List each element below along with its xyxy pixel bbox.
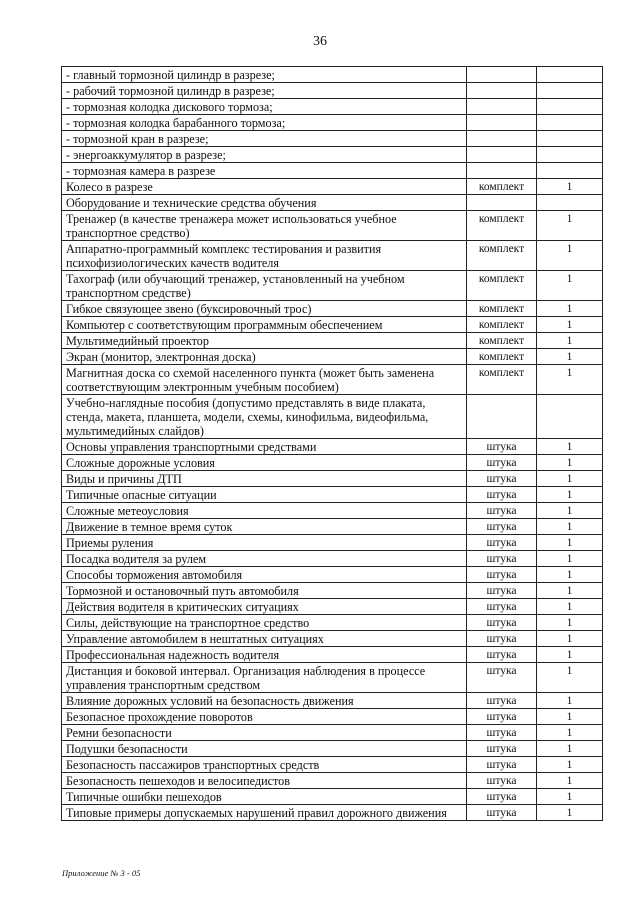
unit-cell: штука (467, 439, 537, 455)
item-name-cell: - тормозная камера в разрезе (62, 163, 467, 179)
unit-cell: комплект (467, 349, 537, 365)
quantity-cell: 1 (537, 271, 603, 301)
quantity-cell (537, 195, 603, 211)
unit-cell: штука (467, 805, 537, 821)
quantity-cell (537, 395, 603, 439)
item-name-cell: Тренажер (в качестве тренажера может использоваться учебное транспортное средство) (62, 211, 467, 241)
table-row (62, 115, 603, 131)
table-row (62, 395, 603, 439)
table-row (62, 631, 603, 647)
item-name-cell: Тормозной и остановочный путь автомобиля (62, 583, 467, 599)
item-name-cell: Экран (монитор, электронная доска) (62, 349, 467, 365)
quantity-cell: 1 (537, 583, 603, 599)
unit-cell: штука (467, 757, 537, 773)
table-row (62, 67, 603, 83)
table-row (62, 131, 603, 147)
unit-cell: комплект (467, 301, 537, 317)
table-row (62, 471, 603, 487)
quantity-cell: 1 (537, 567, 603, 583)
quantity-cell: 1 (537, 241, 603, 271)
table-row (62, 741, 603, 757)
unit-cell: штука (467, 471, 537, 487)
item-name-cell: Посадка водителя за рулем (62, 551, 467, 567)
quantity-cell: 1 (537, 709, 603, 725)
item-name-cell: Типичные ошибки пешеходов (62, 789, 467, 805)
unit-cell: штука (467, 789, 537, 805)
item-name-cell: Безопасность пассажиров транспортных средств (62, 757, 467, 773)
unit-cell (467, 115, 537, 131)
unit-cell (467, 131, 537, 147)
item-name-cell: Сложные дорожные условия (62, 455, 467, 471)
quantity-cell: 1 (537, 519, 603, 535)
unit-cell: штука (467, 455, 537, 471)
quantity-cell: 1 (537, 211, 603, 241)
unit-cell: штука (467, 741, 537, 757)
unit-cell: штука (467, 551, 537, 567)
unit-cell: штука (467, 583, 537, 599)
item-name-cell: Силы, действующие на транспортное средство (62, 615, 467, 631)
quantity-cell: 1 (537, 349, 603, 365)
quantity-cell: 1 (537, 789, 603, 805)
quantity-cell: 1 (537, 773, 603, 789)
item-name-cell: - тормозная колодка барабанного тормоза; (62, 115, 467, 131)
unit-cell: штука (467, 725, 537, 741)
table-row (62, 503, 603, 519)
table-row (62, 535, 603, 551)
unit-cell: штука (467, 599, 537, 615)
unit-cell: штука (467, 647, 537, 663)
table-row (62, 789, 603, 805)
quantity-cell (537, 83, 603, 99)
table-row (62, 241, 603, 271)
table-row (62, 195, 603, 211)
table-row (62, 551, 603, 567)
unit-cell: штука (467, 693, 537, 709)
item-name-cell: Гибкое связующее звено (буксировочный трос) (62, 301, 467, 317)
table-row (62, 147, 603, 163)
quantity-cell: 1 (537, 631, 603, 647)
table-row (62, 805, 603, 821)
unit-cell (467, 195, 537, 211)
item-name-cell: Магнитная доска со схемой населенного пункта (может быть заменена соответствующим электронным учебным пособием) (62, 365, 467, 395)
item-name-cell: - тормозная колодка дискового тормоза; (62, 99, 467, 115)
unit-cell: комплект (467, 241, 537, 271)
quantity-cell: 1 (537, 647, 603, 663)
table-row (62, 99, 603, 115)
unit-cell (467, 147, 537, 163)
table-row (62, 163, 603, 179)
quantity-cell: 1 (537, 439, 603, 455)
quantity-cell: 1 (537, 317, 603, 333)
table-row (62, 455, 603, 471)
table-row (62, 709, 603, 725)
quantity-cell (537, 99, 603, 115)
quantity-cell (537, 147, 603, 163)
unit-cell: комплект (467, 365, 537, 395)
item-name-cell: Сложные метеоусловия (62, 503, 467, 519)
table-row (62, 301, 603, 317)
quantity-cell: 1 (537, 615, 603, 631)
quantity-cell: 1 (537, 551, 603, 567)
unit-cell: штука (467, 519, 537, 535)
item-name-cell: - энергоаккумулятор в разрезе; (62, 147, 467, 163)
table-row (62, 519, 603, 535)
equipment-table (61, 66, 603, 821)
quantity-cell (537, 131, 603, 147)
quantity-cell (537, 163, 603, 179)
table-row (62, 333, 603, 349)
unit-cell: штука (467, 503, 537, 519)
item-name-cell: - тормозной кран в разрезе; (62, 131, 467, 147)
quantity-cell: 1 (537, 757, 603, 773)
item-name-cell: Безопасность пешеходов и велосипедистов (62, 773, 467, 789)
unit-cell: комплект (467, 179, 537, 195)
table-row (62, 599, 603, 615)
item-name-cell: Безопасное прохождение поворотов (62, 709, 467, 725)
quantity-cell (537, 67, 603, 83)
item-name-cell: Приемы руления (62, 535, 467, 551)
quantity-cell: 1 (537, 365, 603, 395)
item-name-cell: Движение в темное время суток (62, 519, 467, 535)
quantity-cell: 1 (537, 693, 603, 709)
unit-cell: штука (467, 709, 537, 725)
quantity-cell: 1 (537, 741, 603, 757)
unit-cell (467, 83, 537, 99)
unit-cell (467, 395, 537, 439)
unit-cell: комплект (467, 271, 537, 301)
quantity-cell: 1 (537, 471, 603, 487)
table-row (62, 663, 603, 693)
table-row (62, 487, 603, 503)
quantity-cell: 1 (537, 725, 603, 741)
quantity-cell (537, 115, 603, 131)
table-row (62, 647, 603, 663)
item-name-cell: Дистанция и боковой интервал. Организация наблюдения в процессе управления транспортным средством (62, 663, 467, 693)
item-name-cell: Управление автомобилем в нештатных ситуациях (62, 631, 467, 647)
item-name-cell: Действия водителя в критических ситуациях (62, 599, 467, 615)
page-footer: Приложение № 3 - 05 (62, 868, 141, 878)
item-name-cell: - главный тормозной цилиндр в разрезе; (62, 67, 467, 83)
quantity-cell: 1 (537, 599, 603, 615)
item-name-cell: Оборудование и технические средства обучения (62, 195, 467, 211)
table-row (62, 271, 603, 301)
unit-cell: штука (467, 487, 537, 503)
item-name-cell: Колесо в разрезе (62, 179, 467, 195)
unit-cell: штука (467, 773, 537, 789)
quantity-cell: 1 (537, 487, 603, 503)
item-name-cell: Типовые примеры допускаемых нарушений правил дорожного движения (62, 805, 467, 821)
item-name-cell: Компьютер с соответствующим программным обеспечением (62, 317, 467, 333)
item-name-cell: Учебно-наглядные пособия (допустимо представлять в виде плаката, стенда, макета, планшета, модели, схемы, кинофильма, видеофильма, мультимедийных слайдов) (62, 395, 467, 439)
unit-cell: комплект (467, 211, 537, 241)
unit-cell (467, 67, 537, 83)
table-row (62, 83, 603, 99)
quantity-cell: 1 (537, 455, 603, 471)
item-name-cell: Тахограф (или обучающий тренажер, установленный на учебном транспортном средстве) (62, 271, 467, 301)
item-name-cell: Типичные опасные ситуации (62, 487, 467, 503)
unit-cell: штука (467, 663, 537, 693)
table-row (62, 349, 603, 365)
table-row (62, 365, 603, 395)
item-name-cell: Подушки безопасности (62, 741, 467, 757)
unit-cell: комплект (467, 333, 537, 349)
item-name-cell: Ремни безопасности (62, 725, 467, 741)
quantity-cell: 1 (537, 663, 603, 693)
item-name-cell: Аппаратно-программный комплекс тестирования и развития психофизиологических качеств водителя (62, 241, 467, 271)
unit-cell (467, 99, 537, 115)
unit-cell: штука (467, 567, 537, 583)
table-row (62, 725, 603, 741)
item-name-cell: Мультимедийный проектор (62, 333, 467, 349)
page-number: 36 (313, 34, 327, 49)
unit-cell: комплект (467, 317, 537, 333)
table-row (62, 615, 603, 631)
quantity-cell: 1 (537, 503, 603, 519)
unit-cell: штука (467, 535, 537, 551)
table-row (62, 317, 603, 333)
table-row (62, 773, 603, 789)
quantity-cell: 1 (537, 535, 603, 551)
quantity-cell: 1 (537, 179, 603, 195)
table-row (62, 211, 603, 241)
unit-cell: штука (467, 631, 537, 647)
table-row (62, 567, 603, 583)
item-name-cell: Основы управления транспортными средствами (62, 439, 467, 455)
item-name-cell: Виды и причины ДТП (62, 471, 467, 487)
unit-cell: штука (467, 615, 537, 631)
item-name-cell: - рабочий тормозной цилиндр в разрезе; (62, 83, 467, 99)
table-row (62, 179, 603, 195)
quantity-cell: 1 (537, 301, 603, 317)
item-name-cell: Профессиональная надежность водителя (62, 647, 467, 663)
table-row (62, 757, 603, 773)
quantity-cell: 1 (537, 333, 603, 349)
table-row (62, 693, 603, 709)
table-row (62, 583, 603, 599)
unit-cell (467, 163, 537, 179)
table-row (62, 439, 603, 455)
item-name-cell: Влияние дорожных условий на безопасность движения (62, 693, 467, 709)
item-name-cell: Способы торможения автомобиля (62, 567, 467, 583)
quantity-cell: 1 (537, 805, 603, 821)
